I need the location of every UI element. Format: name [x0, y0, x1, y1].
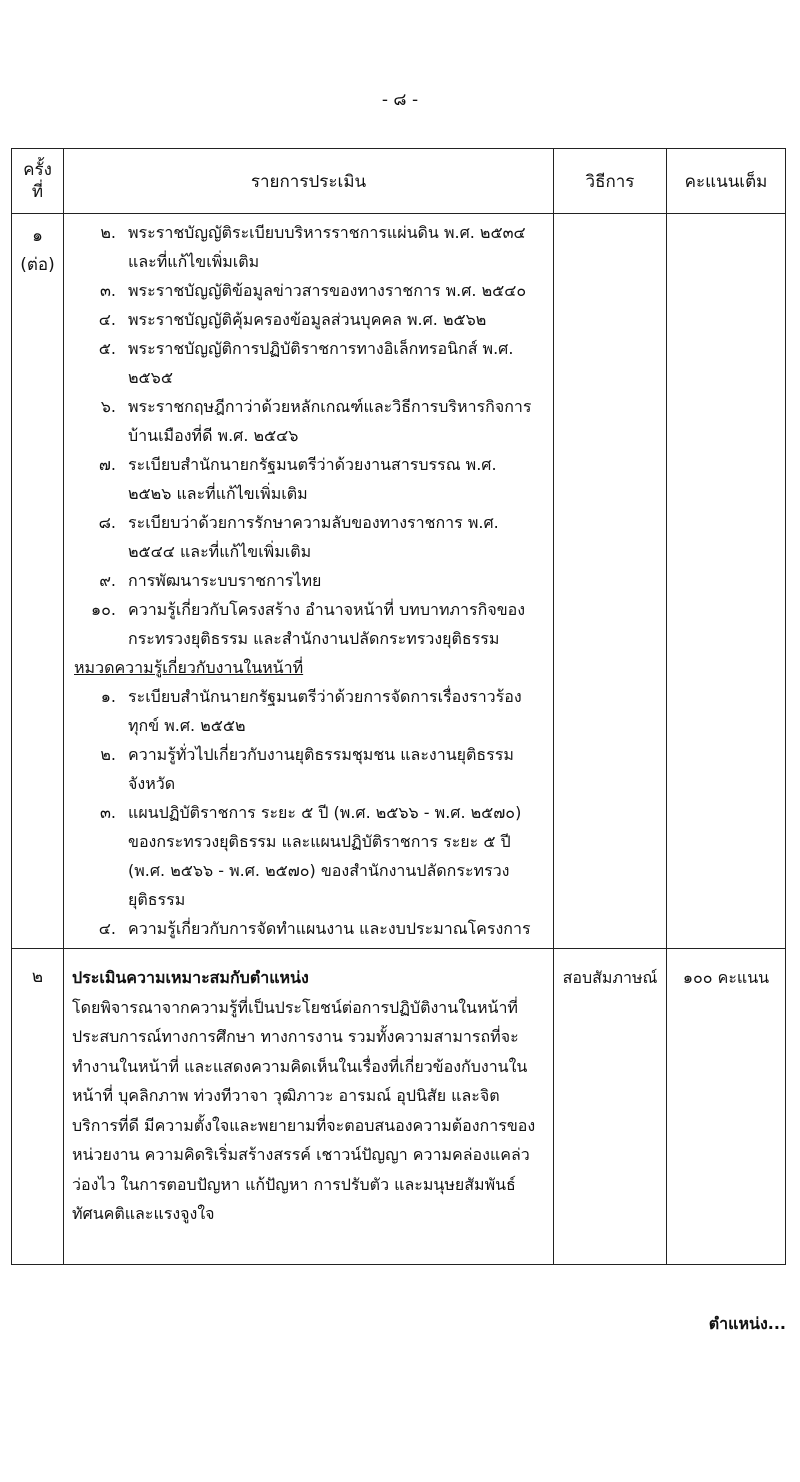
- item-number: ๘.: [98, 513, 116, 532]
- item-text: ความรู้ทั่วไปเกี่ยวกับงานยุติธรรมชุมชน และงานยุติธรรมจังหวัด: [128, 745, 514, 793]
- item-text: พระราชบัญญัติข้อมูลข่าวสารของทางราชการ พ.ศ. ๒๕๔๐: [128, 281, 527, 300]
- row2-score: ๑๐๐ คะแนน: [667, 949, 786, 1265]
- item-number: ๙.: [99, 571, 116, 590]
- row2-method: สอบสัมภาษณ์: [554, 949, 667, 1265]
- list-item: [74, 682, 543, 740]
- row2-body: โดยพิจารณาจากความรู้ที่เป็นประโยชน์ต่อการปฏิบัติงานในหน้าที่ ประสบการณ์ทางการศึกษา ทางการงาน รวมทั้งความสามารถที่จะทำงานในหน้าที่ และแสดงความคิดเห็นในเรื่องที่เกี่ยวข้องกับงานในหน้าที่ บุคลิกภาพ ท่วงทีวาจา วุฒิภาวะ อารมณ์ อุปนิสัย และจิตบริการที่ดี มีความตั้งใจและพยายามที่จะตอบสนองความต้องการของหน่วยงาน ความคิดริเริ่มสร้างสรรค์ เชาวน์ปัญญา ความคล่องแคล่ว ว่องไว ในการตอบปัญหา แก้ปัญหา การปรับตัว และมนุษยสัมพันธ์ ทัศนคติและแรงจูงใจ: [72, 997, 536, 1223]
- list-item: [74, 450, 543, 508]
- header-method: วิธีการ: [554, 149, 667, 214]
- item-text: แผนปฏิบัติราชการ ระยะ ๕ ปี (พ.ศ. ๒๕๖๖ - พ.ศ. ๒๕๗๐) ของกระทรวงยุติธรรม และแผนปฏิบัติราชการ ระยะ ๕ ปี (พ.ศ. ๒๕๖๖ - พ.ศ. ๒๕๗๐) ของสำนักงานปลัดกระทรวงยุติธรรม: [128, 803, 522, 909]
- list-item: [74, 334, 543, 392]
- item-number: ๒.: [100, 745, 116, 764]
- item-text: ความรู้เกี่ยวกับการจัดทำแผนงาน และงบประมาณโครงการ: [128, 919, 531, 938]
- table-row: [12, 949, 786, 1265]
- list-item: [74, 218, 543, 276]
- list-item: [74, 595, 543, 653]
- table-row: [12, 214, 786, 949]
- list-item: [74, 740, 543, 798]
- row1-method: [554, 214, 667, 949]
- row1-score: [667, 214, 786, 949]
- list-item: [74, 798, 543, 914]
- row2-heading: ประเมินความเหมาะสมกับตำแหน่ง: [72, 968, 309, 987]
- item-text: ระเบียบสำนักนายกรัฐมนตรีว่าด้วยงานสารบรรณ พ.ศ. ๒๕๒๖ และที่แก้ไขเพิ่มเติม: [128, 455, 497, 503]
- item-list-job: [74, 682, 543, 943]
- item-number: ๗.: [98, 455, 116, 474]
- list-item: [74, 305, 543, 334]
- row2-round: ๒: [12, 949, 64, 1265]
- item-number: ๑๐.: [90, 600, 116, 619]
- item-text: ระเบียบสำนักนายกรัฐมนตรีว่าด้วยการจัดการเรื่องราวร้องทุกข์ พ.ศ. ๒๕๕๒: [128, 687, 522, 735]
- row1-round: ๑ (ต่อ): [12, 214, 64, 949]
- header-round: ครั้ง ที่: [12, 149, 64, 214]
- item-number: ๔.: [98, 919, 116, 938]
- item-list-general: [74, 218, 543, 653]
- list-item: [74, 392, 543, 450]
- item-text: พระราชบัญญัติคุ้มครองข้อมูลส่วนบุคคล พ.ศ. ๒๕๖๒: [128, 310, 487, 329]
- continuation-text: ตำแหน่ง...: [708, 1314, 786, 1333]
- header-items: รายการประเมิน: [64, 149, 554, 214]
- item-text: ความรู้เกี่ยวกับโครงสร้าง อำนาจหน้าที่ บทบาทภารกิจของกระทรวงยุติธรรม และสำนักงานปลัดกระทรวงยุติธรรม: [128, 600, 526, 648]
- item-number: ๕.: [98, 339, 116, 358]
- item-text: พระราชกฤษฎีกาว่าด้วยหลักเกณฑ์และวิธีการบริหารกิจการบ้านเมืองที่ดี พ.ศ. ๒๕๔๖: [128, 397, 532, 445]
- category-heading: หมวดความรู้เกี่ยวกับงานในหน้าที่: [74, 658, 304, 677]
- page-number: - ๘ -: [381, 90, 419, 110]
- item-number: ๖.: [100, 397, 116, 416]
- row1-items: [64, 214, 554, 949]
- item-number: ๓.: [99, 803, 116, 822]
- evaluation-table: [11, 148, 786, 1265]
- header-score: คะแนนเต็ม: [667, 149, 786, 214]
- item-number: ๔.: [98, 310, 116, 329]
- item-text: ระเบียบว่าด้วยการรักษาความลับของทางราชการ พ.ศ. ๒๕๔๔ และที่แก้ไขเพิ่มเติม: [128, 513, 499, 561]
- item-number: ๑.: [100, 687, 116, 706]
- table-header-row: [12, 149, 786, 214]
- list-item: [74, 276, 543, 305]
- item-text: การพัฒนาระบบราชการไทย: [128, 571, 322, 590]
- list-item: [74, 508, 543, 566]
- row2-items: [64, 949, 554, 1265]
- item-number: ๒.: [100, 223, 116, 242]
- list-item: [74, 914, 543, 943]
- item-text: พระราชบัญญัติระเบียบบริหารราชการแผ่นดิน พ.ศ. ๒๕๓๔ และที่แก้ไขเพิ่มเติม: [128, 223, 526, 271]
- item-number: ๓.: [99, 281, 116, 300]
- item-text: พระราชบัญญัติการปฏิบัติราชการทางอิเล็กทรอนิกส์ พ.ศ. ๒๕๖๕: [128, 339, 514, 387]
- list-item: [74, 566, 543, 595]
